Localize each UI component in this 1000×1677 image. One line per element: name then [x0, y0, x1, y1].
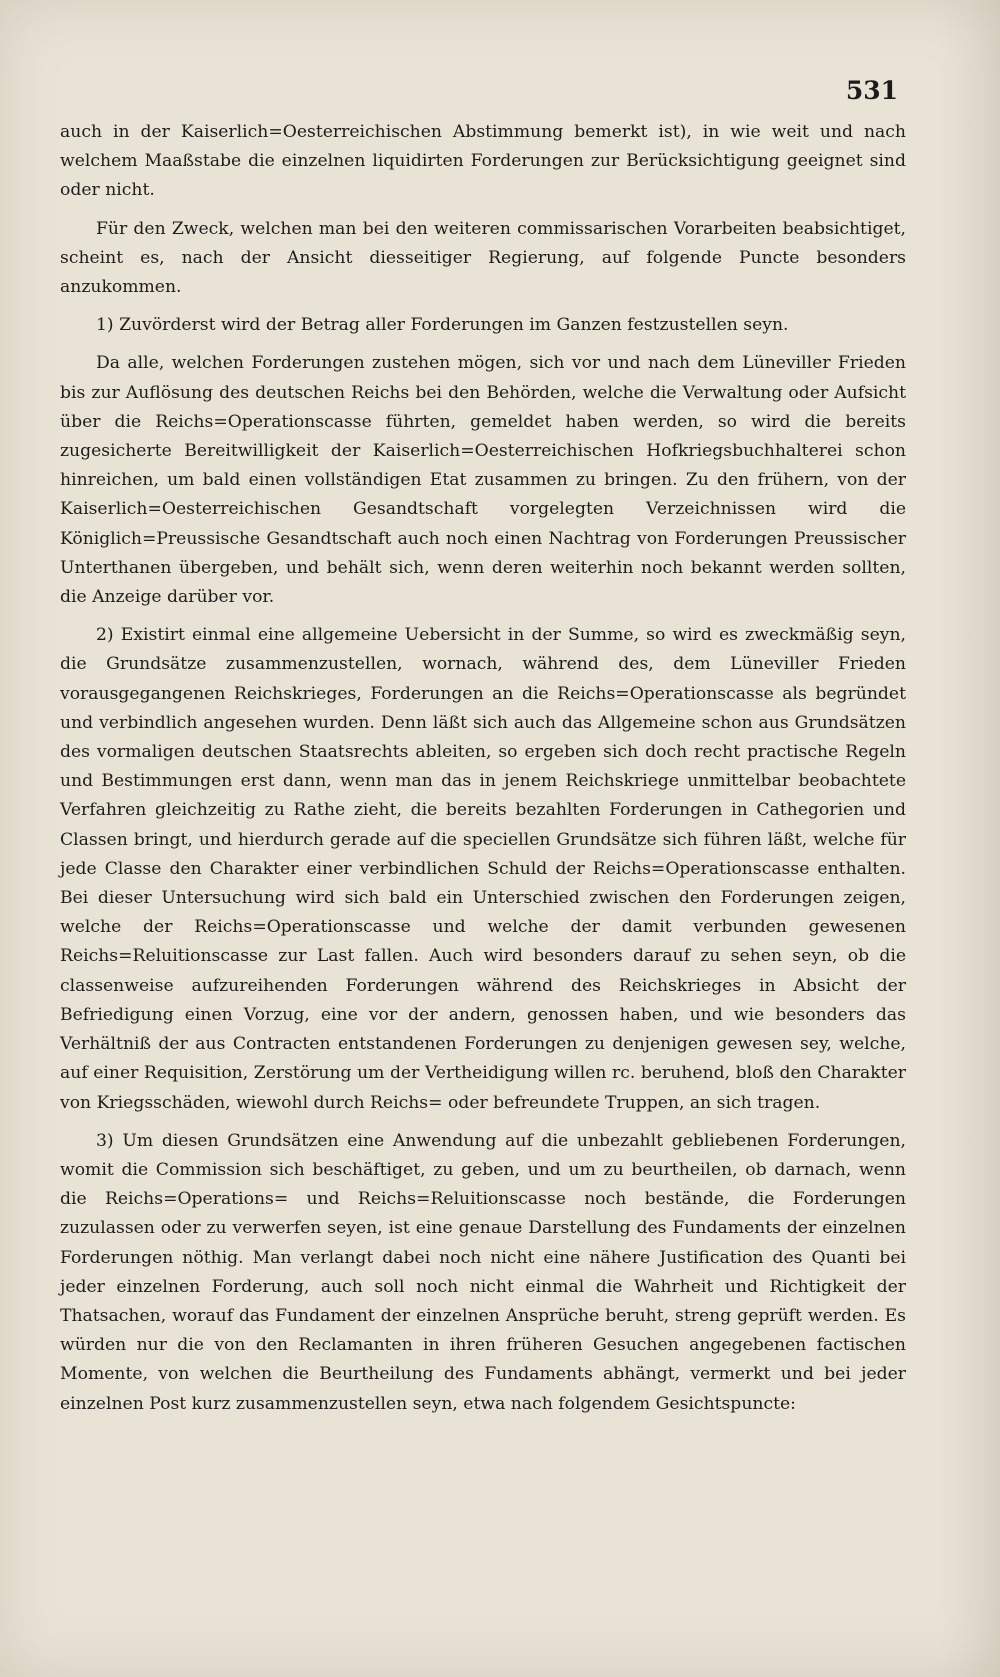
paragraph-purpose: Für den Zweck, welchen man bei den weiteren commissarischen Vorarbeiten beabsichtiget, scheint es, nach der Ansicht diesseitiger Regierung, auf folgende Puncte besonders anzukommen.	[60, 218, 906, 298]
paragraph-continuation: auch in der Kaiserlich=Oesterreichischen Abstimmung bemerkt ist), in wie weit und nach welchem Maaßstabe die einzelnen liquidirten Forderungen zur Berücksichtigung geeignet sind oder nicht.	[60, 122, 906, 201]
page-number: 531	[845, 76, 898, 105]
paragraph-point-2: 2) Existirt einmal eine allgemeine Uebersicht in der Summe, so wird es zweckmäßig seyn, die Grundsätze zusammenzustellen, wornach, während des, dem Lüneviller Frieden vorausgegangenen Reichskrieges, Forderungen an die Reichs=Operationscasse als begründet und verbindlich angesehen wurden. Denn läßt sich auch das Allgemeine schon aus Grundsätzen des vormaligen deutschen Staatsrechts ableiten, so ergeben sich doch recht practische Regeln und Bestimmungen erst dann, wenn man das in jenem Reichskriege unmittelbar beobachtete Verfahren gleichzeitig zu Rathe zieht, die bereits bezahlten Forderungen in Cathegorien und Classen bringt, und hierdurch gerade auf die speciellen Grundsätze sich führen läßt, welche für jede Classe den Charakter einer verbindlichen Schuld der Reichs=Operationscasse enthalten. Bei dieser Untersuchung wird sich bald ein Unterschied zwischen den Forderungen zeigen, welche der Reichs=Operationscasse und welche der damit verbunden gewesenen Reichs=Reluitionscasse zur Last fallen. Auch wird besonders darauf zu sehen seyn, ob die classenweise aufzureihenden Forderungen während des Reichskrieges in Absicht der Befriedigung einen Vorzug, eine vor der andern, genossen haben, und wie besonders das Verhältniß der aus Contracten entstandenen Forderungen zu denjenigen gewesen sey, welche, auf einer Requisition, Zerstörung um der Vertheidigung willen rc. beruhend, bloß den Charakter von Kriegsschäden, wiewohl durch Reichs= oder befreundete Truppen, an sich tragen.	[60, 625, 906, 1113]
paragraph-point-1: 1) Zuvörderst wird der Betrag aller Forderungen im Ganzen festzustellen seyn.	[96, 315, 789, 336]
body-text	[60, 118, 906, 1428]
paragraph-point-1-detail: Da alle, welchen Forderungen zustehen mögen, sich vor und nach dem Lüneviller Frieden bis zur Auflösung des deutschen Reichs bei den Behörden, welche die Verwaltung oder Aufsicht über die Reichs=Operationscasse führten, gemeldet haben werden, so wird die bereits zugesicherte Bereitwilligkeit der Kaiserlich=Oesterreichischen Hofkriegsbuchhalterei schon hinreichen, um bald einen vollständigen Etat zusammen zu bringen. Zu den frühern, von der Kaiserlich=Oesterreichischen Gesandtschaft vorgelegten Verzeichnissen wird die Königlich=Preussische Gesandtschaft auch noch einen Nachtrag von Forderungen Preussischer Unterthanen übergeben, und behält sich, wenn deren weiterhin noch bekannt werden sollten, die Anzeige darüber vor.	[60, 353, 906, 608]
paragraph-point-3: 3) Um diesen Grundsätzen eine Anwendung auf die unbezahlt gebliebenen Forderungen, womit die Commission sich beschäftiget, zu geben, und um zu beurtheilen, ob darnach, wenn die Reichs=Operations= und Reichs=Reluitionscasse noch bestände, die Forderungen zuzulassen oder zu verwerfen seyen, ist eine genaue Darstellung des Fundaments der einzelnen Forderungen nöthig. Man verlangt dabei noch nicht eine nähere Justification des Quanti bei jeder einzelnen Forderung, auch soll noch nicht einmal die Wahrheit und Richtigkeit der Thatsachen, worauf das Fundament der einzelnen Ansprüche beruht, streng geprüft werden. Es würden nur die von den Reclamanten in ihren früheren Gesuchen angegebenen factischen Momente, von welchen die Beurtheilung des Fundaments abhängt, vermerkt und bei jeder einzelnen Post kurz zusammenzustellen seyn, etwa nach folgendem Gesichtspuncte:	[60, 1130, 906, 1414]
page-edge-shadow	[938, 0, 1000, 1677]
